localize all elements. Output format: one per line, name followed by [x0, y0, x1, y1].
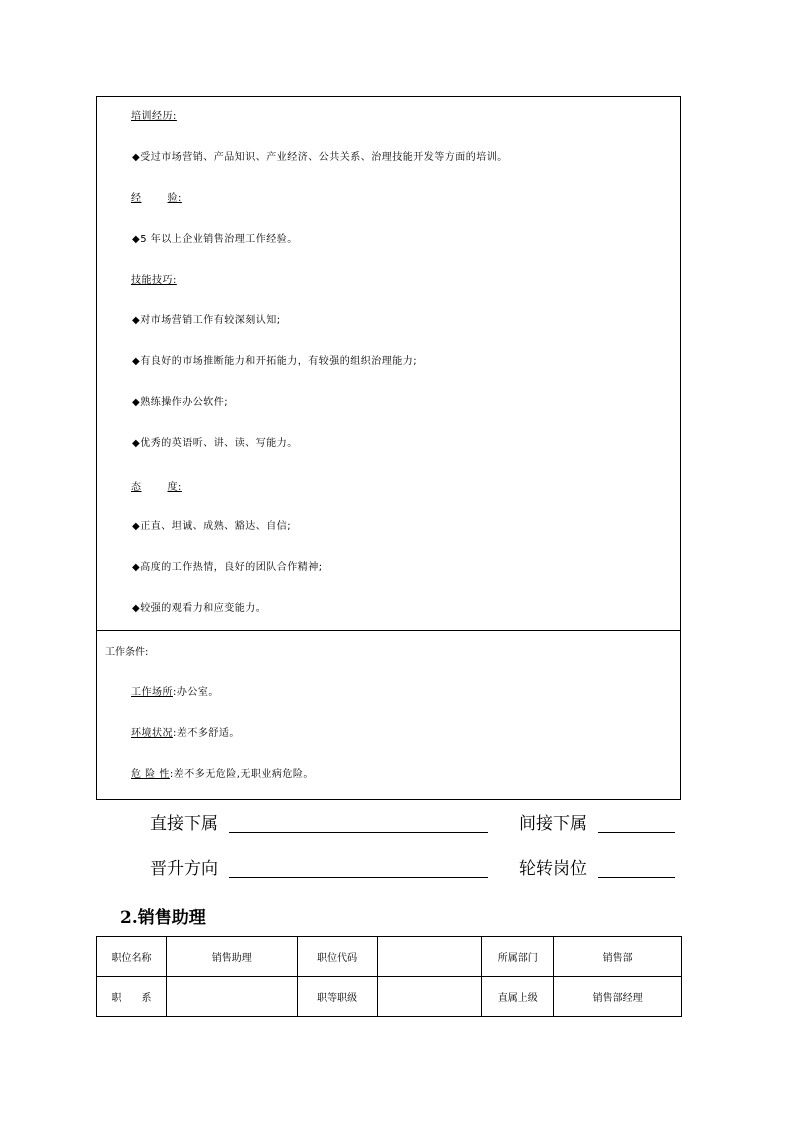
rotation-label: 轮转岗位 [519, 859, 587, 879]
table-cell: 职位名称 [97, 937, 167, 977]
skills-label: 技能技巧: [131, 275, 177, 286]
work-place-value: :办公室。 [173, 687, 219, 698]
work-place-row [131, 687, 219, 699]
table-cell: 职位代码 [297, 937, 377, 977]
attitude-item: ◆正直、坦诚、成熟、豁达、自信; [132, 521, 292, 532]
skills-item: ◆对市场营销工作有较深刻认知; [132, 315, 281, 326]
table-cell: 销售助理 [166, 937, 297, 977]
experience-label [131, 193, 182, 205]
attitude-item: ◆高度的工作热情，良好的团队合作精神; [132, 562, 323, 573]
skills-item: ◆优秀的英语听、讲、读、写能力。 [132, 438, 298, 449]
table-cell: 职 系 [97, 977, 167, 1017]
attitude-label-right: 度: [167, 482, 182, 493]
table-cell: 职等职级 [297, 977, 377, 1017]
table-cell: 销售部经理 [554, 977, 682, 1017]
environment-value: :差不多舒适。 [173, 728, 240, 739]
table-row [97, 977, 682, 1017]
table-cell [377, 977, 482, 1017]
danger-value: :差不多无危险,无职业病危险。 [169, 769, 314, 780]
training-item: ◆受过市场营销、产品知识、产业经济、公共关系、治理技能开发等方面的培训。 [132, 152, 508, 163]
attitude-item: ◆较强的观看力和应变能力。 [132, 603, 267, 614]
skills-item: ◆有良好的市场推断能力和开拓能力，有较强的组织治理能力; [132, 356, 418, 367]
environment-row [131, 728, 240, 740]
direct-subordinate-label: 直接下属 [150, 814, 218, 834]
table-cell [377, 937, 482, 977]
environment-label: 环境状况 [131, 728, 173, 739]
attitude-label [131, 482, 182, 494]
promotion-label: 晋升方向 [150, 859, 218, 879]
table-row [97, 937, 682, 977]
training-label: 培训经历: [131, 111, 177, 122]
direct-subordinate-blank [229, 832, 488, 833]
danger-label: 危 险 性 [131, 769, 170, 780]
work-place-label: 工作场所 [131, 687, 173, 698]
experience-label-left: 经 [131, 193, 142, 204]
requirements-box [96, 96, 681, 631]
work-conditions-box [96, 630, 681, 800]
position-info-table [96, 936, 682, 1017]
table-cell: 所属部门 [482, 937, 554, 977]
indirect-subordinate-label: 间接下属 [519, 814, 587, 834]
attitude-label-left: 态 [131, 482, 142, 493]
table-cell: 销售部 [554, 937, 682, 977]
section-title: 2.销售助理 [120, 908, 206, 928]
rotation-blank [598, 877, 675, 878]
promotion-blank [229, 877, 488, 878]
work-conditions-title: 工作条件: [105, 647, 149, 658]
skills-item: ◆熟练操作办公软件; [132, 397, 229, 408]
experience-item: ◆5 年以上企业销售治理工作经验。 [132, 234, 298, 245]
table-cell [166, 977, 297, 1017]
experience-label-right: 验: [167, 193, 182, 204]
danger-row [131, 769, 314, 781]
indirect-subordinate-blank [598, 832, 675, 833]
table-cell: 直属上级 [482, 977, 554, 1017]
